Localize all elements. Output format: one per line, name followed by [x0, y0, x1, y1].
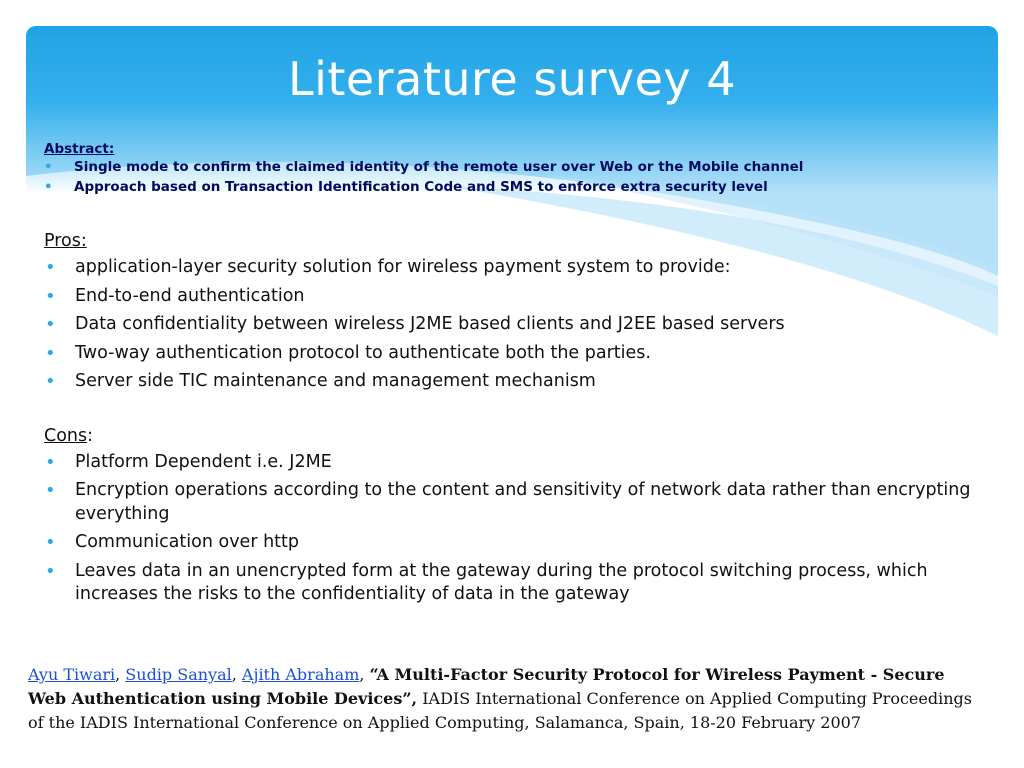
abstract-list	[44, 157, 944, 197]
pros-heading	[44, 228, 984, 254]
abstract-item: • Approach based on Transaction Identification Code and SMS to enforce extra security level	[44, 177, 944, 197]
paper-title: “A Multi-Factor Security Protocol for Wireless Payment - Secure Web Authentication using Mobile Devices”,	[28, 665, 945, 708]
slide-title: Literature survey 4	[287, 52, 737, 106]
cons-label: Cons	[44, 425, 88, 446]
abstract-item: • Single mode to confirm the claimed identity of the remote user over Web or the Mobile channel	[44, 157, 944, 177]
pros-item: • Server side TIC maintenance and management mechanism	[44, 370, 984, 394]
separator: ,	[115, 665, 126, 684]
slide-body	[44, 228, 984, 612]
pros-list	[44, 256, 984, 394]
cons-colon: :	[87, 425, 94, 446]
cons-item: • Platform Dependent i.e. J2ME	[44, 451, 984, 475]
citation	[28, 663, 988, 735]
cons-item: • Encryption operations according to the content and sensitivity of network data rather than encrypting everything	[44, 479, 984, 526]
author-link[interactable]: Ayu Tiwari	[28, 665, 116, 684]
pros-item: • Two-way authentication protocol to authenticate both the parties.	[44, 342, 984, 366]
author-link[interactable]: Ajith Abraham	[241, 665, 360, 684]
separator: ,	[231, 665, 242, 684]
cons-item: • Leaves data in an unencrypted form at the gateway during the protocol switching process, which increases the risks to the confidentiality of data in the gateway	[44, 560, 984, 607]
pros-item: • End-to-end authentication	[44, 285, 984, 309]
pros-item: • Data confidentiality between wireless J2ME based clients and J2EE based servers	[44, 313, 984, 337]
paper-venue: IADIS International Conference on Applied Computing Proceedings of the IADIS International Conference on Applied Computing, Salamanca, Spain, 18-20 February 2007	[28, 689, 972, 732]
pros-item: • application-layer security solution for wireless payment system to provide:	[44, 256, 984, 280]
abstract-label: Abstract:	[44, 141, 115, 157]
cons-list	[44, 451, 984, 607]
cons-heading	[44, 423, 984, 449]
abstract-section	[44, 141, 944, 197]
cons-item: • Communication over http	[44, 531, 984, 555]
pros-label: Pros:	[44, 231, 87, 251]
separator: ,	[359, 665, 370, 684]
author-link[interactable]: Sudip Sanyal	[125, 665, 232, 684]
